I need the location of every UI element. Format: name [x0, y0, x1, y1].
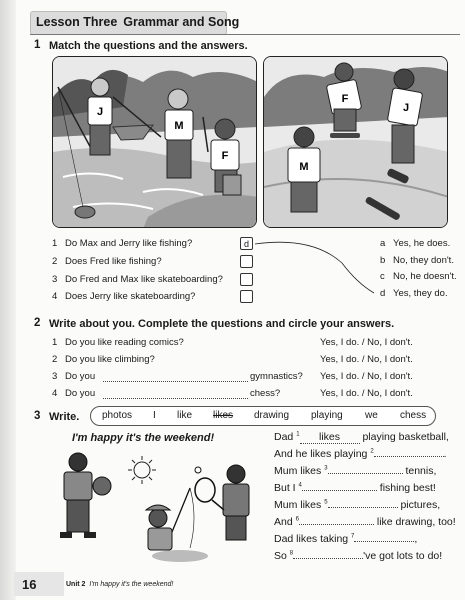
ex1-number: 1 [34, 39, 41, 51]
lesson-title [36, 15, 239, 29]
shirt-letter: F [341, 93, 349, 105]
answer-box[interactable]: d [240, 237, 253, 250]
ex1-instruction: Match the questions and the answers. [49, 40, 248, 52]
song-blank[interactable]: likes [300, 431, 360, 444]
header-rule [30, 34, 460, 35]
song-title: I'm happy it's the weekend! [72, 432, 215, 444]
song-line: Dad $^1$ likes playing basketball, [274, 431, 449, 443]
song-illustration [40, 448, 265, 566]
ex2-item-end: gymnastics? [250, 371, 303, 382]
ex2-instruction: Write about you. Complete the questions and circle your answers. [49, 318, 395, 330]
ex1-question: 3 Do Fred and Max like skateboarding? [52, 274, 223, 285]
shirt-letter: J [402, 102, 410, 114]
ex2-choices[interactable]: Yes, I do. / No, I don't. [320, 388, 413, 399]
word-bank-item: playing [311, 410, 343, 421]
ex1-question: 2 Does Fred like fishing? [52, 256, 162, 267]
ex2-blank[interactable] [103, 398, 248, 399]
song-blank[interactable] [328, 507, 398, 508]
song-line: And he likes playing $^2$ . [274, 448, 447, 460]
lesson-subtitle: Grammar and Song [123, 15, 240, 29]
ex3-instruction: Write. [49, 411, 80, 423]
shirt-letter: M [299, 161, 309, 173]
ex1-question: 4 Does Jerry like skateboarding? [52, 291, 196, 302]
song-line: And $^6$ like drawing, too! [274, 516, 456, 528]
ex1-answer: d Yes, they do. [380, 288, 448, 299]
song-line: So $^8$ 've got lots to do! [274, 550, 443, 562]
song-blank[interactable] [302, 490, 377, 491]
ex1-answer: b No, they don't. [380, 255, 454, 266]
ex2-item: 1 Do you like reading comics? [52, 337, 184, 348]
song-line: But I $^4$ fishing best! [274, 482, 436, 494]
ex2-choices[interactable]: Yes, I do. / No, I don't. [320, 337, 413, 348]
word-bank-item-used: likes [213, 410, 234, 421]
word-bank-item: photos [102, 410, 133, 421]
song-blank[interactable] [293, 558, 363, 559]
ex2-choices[interactable]: Yes, I do. / No, I don't. [320, 371, 413, 382]
ex2-blank[interactable] [103, 381, 248, 382]
word-bank-item: I [153, 410, 156, 421]
song-blank[interactable] [328, 473, 403, 474]
ex2-item-end: chess? [250, 388, 281, 399]
word-bank-item: chess [400, 410, 427, 421]
skateboarding-illustration [263, 56, 448, 228]
ex2-number: 2 [34, 317, 41, 329]
fishing-illustration [52, 56, 257, 228]
footer-unit: Unit 2 I'm happy it's the weekend! [66, 581, 174, 588]
lesson-name: Lesson Three [36, 15, 118, 29]
ex2-choices[interactable]: Yes, I do. / No, I don't. [320, 354, 413, 365]
ex2-item: 2 Do you like climbing? [52, 354, 155, 365]
ex1-answer: c No, he doesn't. [380, 271, 457, 282]
song-line: Mum likes $^5$ pictures, [274, 499, 441, 511]
ex2-item: 3 Do you [52, 371, 96, 382]
word-bank-item: drawing [254, 410, 290, 421]
matching-line [252, 238, 377, 298]
ex1-question: 1 Do Max and Jerry like fishing? [52, 238, 193, 249]
page-binding [0, 0, 16, 600]
song-line: Dad likes taking $^7$ , [274, 533, 418, 545]
shirt-letter: J [96, 106, 104, 118]
word-bank-item: like [177, 410, 193, 421]
shirt-letter: F [221, 150, 229, 162]
ex1-answer: a Yes, he does. [380, 238, 451, 249]
word-bank-item: we [365, 410, 378, 421]
page-number: 16 [22, 577, 37, 592]
song-blank[interactable] [354, 541, 414, 542]
song-blank[interactable] [374, 456, 444, 457]
ex2-item: 4 Do you [52, 388, 96, 399]
shirt-letter: M [174, 120, 184, 132]
song-line: Mum likes $^3$ tennis, [274, 465, 437, 477]
ex3-number: 3 [34, 410, 41, 422]
song-blank[interactable] [299, 524, 374, 525]
